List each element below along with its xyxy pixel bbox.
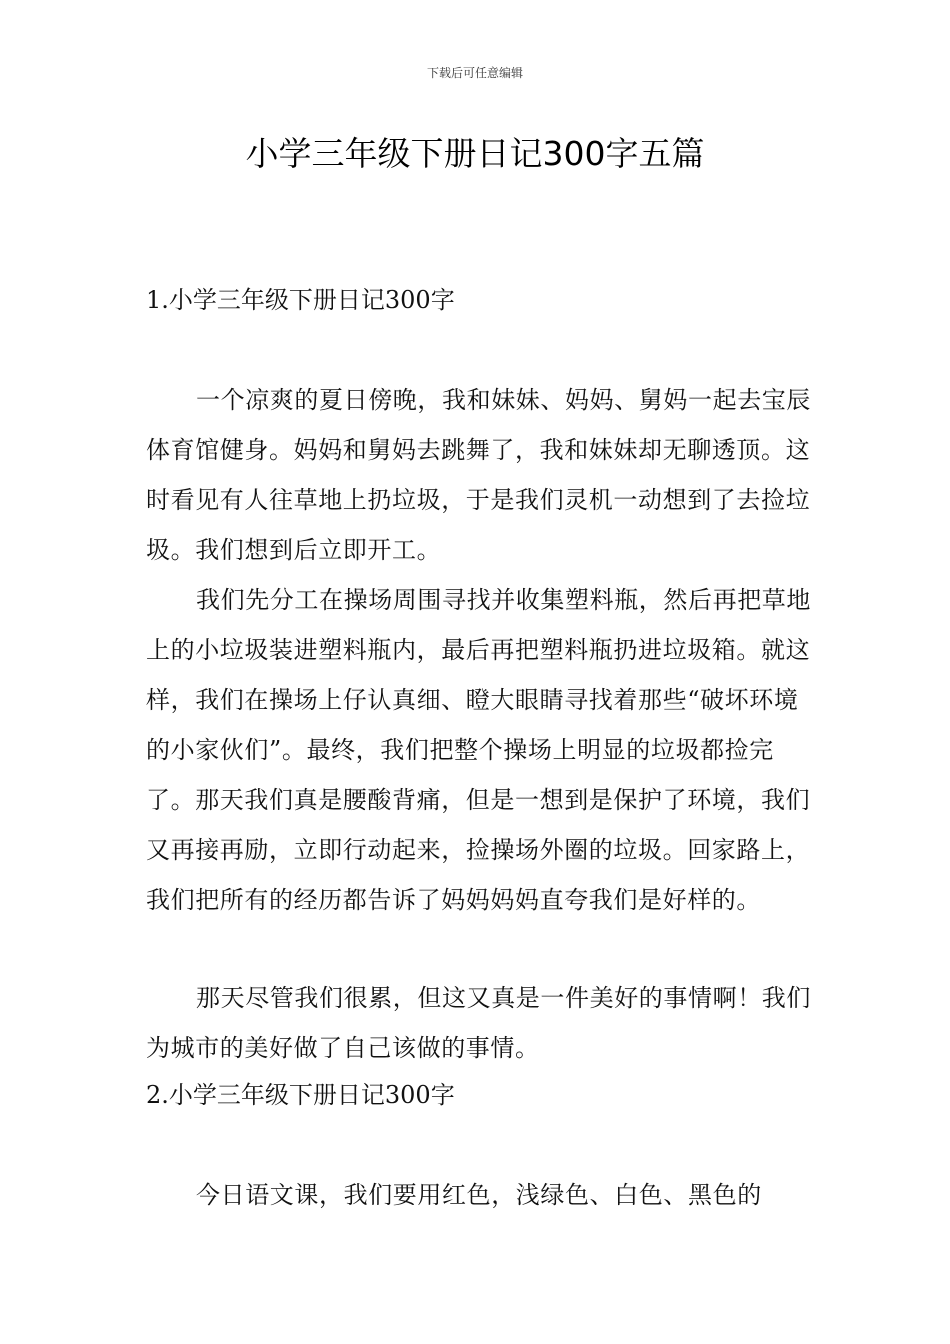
header-note: 下载后可任意编辑 — [426, 66, 523, 80]
paragraph-1-1: 一个凉爽的夏日傍晚，我和妹妹、妈妈、舅妈一起去宝辰体育馆健身。妈妈和舅妈去跳舞了，我和妹妹却无聊透顶。这时看见有人往草地上扔垃圾，于是我们灵机一动想到了去捡垃圾。我们想到后立即开工。 — [146, 386, 811, 564]
document-title: 小学三年级下册日记300字五篇 — [245, 134, 705, 173]
section-heading-1: 1.小学三年级下册日记300字 — [146, 286, 455, 314]
paragraph-1-3: 那天尽管我们很累，但这又真是一件美好的事情啊！我们为城市的美好做了自己该做的事情。 — [146, 984, 811, 1062]
section-heading-2: 2.小学三年级下册日记300字 — [146, 1081, 455, 1109]
paragraph-2-1: 今日语文课，我们要用红色，浅绿色、白色、黑色的 — [196, 1181, 762, 1209]
paragraph-1-2: 我们先分工在操场周围寻找并收集塑料瓶，然后再把草地上的小垃圾装进塑料瓶内，最后再把塑料瓶扔进垃圾箱。就这样，我们在操场上仔认真细、瞪大眼睛寻找着那些“破坏环境的小家伙们”。最终，我们把整个操场上明显的垃圾都捡完了。那天我们真是腰酸背痛，但是一想到是保护了环境，我们又再接再励，立即行动起来，捡操场外圈的垃圾。回家路上，我们把所有的经历都告诉了妈妈妈妈直夸我们是好样的。 — [146, 586, 811, 914]
